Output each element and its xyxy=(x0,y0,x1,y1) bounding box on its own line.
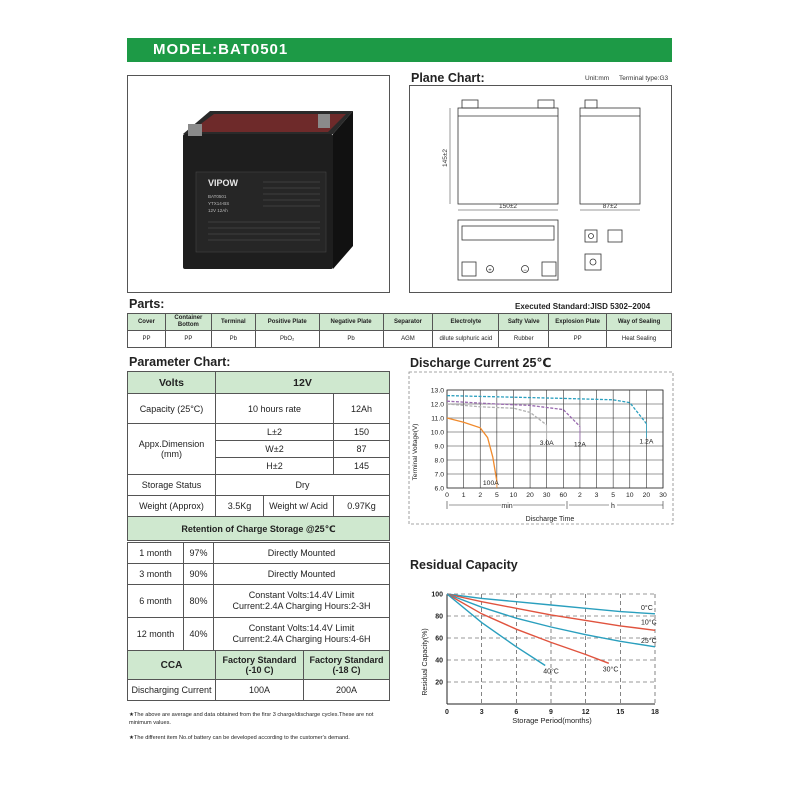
battery-illustration xyxy=(128,76,389,292)
svg-text:−: − xyxy=(523,268,527,274)
dimension-w-row: W±2 87 xyxy=(128,441,390,458)
min-label: min xyxy=(501,503,513,510)
discharge-plot-frame xyxy=(447,390,663,488)
residual-series-label: 25°C xyxy=(641,637,657,645)
residual-series-label: 30°C xyxy=(602,666,619,674)
residual-xlabel: Storage Period(months) xyxy=(512,716,592,725)
residual-ytick: 20 xyxy=(435,679,443,687)
weight-row: Weight (Approx) 3.5Kg Weight w/ Acid 0.97Kg xyxy=(128,496,390,517)
residual-ytick: 60 xyxy=(435,635,443,643)
residual-chart-title: Residual Capacity xyxy=(410,558,518,572)
parts-table xyxy=(127,313,672,348)
parameter-chart-title: Parameter Chart: xyxy=(129,355,231,369)
discharge-xtick: 3 xyxy=(594,492,599,499)
footnote-2: ★The different item No.of battery can be developed according to the customer's demand. xyxy=(129,735,350,741)
cca-table xyxy=(127,650,390,701)
brand-text: VIPOW xyxy=(208,178,239,188)
discharge-xtick: 5 xyxy=(611,492,616,499)
retention-title-row: Retention of Charge Storage @25℃ xyxy=(128,517,390,541)
residual-chart xyxy=(405,582,677,740)
cca-row: CCA Factory Standard (-10 C) Factory Standard (-18 C) xyxy=(128,651,390,680)
discharge-series-label: 100A xyxy=(482,480,499,487)
discharge-xtick: 60 xyxy=(559,492,568,499)
parts-header-row: Cover Container Bottom Terminal Positive Plate Negative Plate Separator Electrolyte Safty Valve Explosion Plate Way of Sealing xyxy=(128,314,672,331)
discharge-ytick: 13.0 xyxy=(430,387,444,395)
plane-chart-title: Plane Chart: xyxy=(411,71,485,85)
residual-series-label: 0°C xyxy=(641,604,653,612)
discharge-series-line xyxy=(447,418,497,481)
discharge-ytick: 11.0 xyxy=(431,415,444,423)
residual-xtick: 3 xyxy=(479,709,484,716)
footnote-1: ★The above are average and data obtained from the firsr 3 charge/discharge cycles.These are not minimum values. xyxy=(129,712,374,726)
length-dimension: 150±2 xyxy=(498,203,518,210)
discharge-xtick: 0 xyxy=(445,492,449,499)
residual-xtick: 18 xyxy=(651,709,659,716)
discharge-xtick: 5 xyxy=(494,492,499,499)
discharge-chart-title: Discharge Current 25℃ xyxy=(410,356,552,370)
residual-ytick: 100 xyxy=(431,591,443,599)
width-dimension: 87±2 xyxy=(602,203,618,210)
discharge-xtick: 30 xyxy=(542,492,551,499)
volts-row: Volts 12V xyxy=(128,372,390,394)
battery-photo xyxy=(127,75,390,293)
dimension-h-row: H±2 145 xyxy=(128,458,390,475)
discharge-xtick: 10 xyxy=(509,492,518,499)
discharge-series-label: 12A xyxy=(573,441,586,449)
capacity-row: Capacity (25°C) 10 hours rate 12Ah xyxy=(128,394,390,424)
parameter-table xyxy=(127,371,390,541)
svg-text:12V 12Ah: 12V 12Ah xyxy=(208,208,228,213)
parts-title: Parts: xyxy=(129,297,165,311)
discharge-ytick: 12.0 xyxy=(430,401,444,409)
discharging-current-row: Discharging Current 100A 200A xyxy=(128,680,390,701)
svg-text:BAT0501: BAT0501 xyxy=(208,194,227,199)
discharge-xtick: 20 xyxy=(642,492,651,499)
discharge-ytick: 10.0 xyxy=(430,429,444,437)
discharge-ytick: 7.0 xyxy=(434,471,444,479)
model-title: MODEL:BAT0501 xyxy=(153,41,289,58)
retention-row: 12 month 40% Constant Volts:14.4V Limit Current:2.4A Charging Hours:4-6H xyxy=(128,618,390,651)
discharge-xtick: 1 xyxy=(461,492,466,499)
storage-row: Storage Status Dry xyxy=(128,475,390,496)
height-dimension: 145±2 xyxy=(442,148,449,168)
retention-row: 6 month 80% Constant Volts:14.4V Limit Current:2.4A Charging Hours:2-3H xyxy=(128,585,390,618)
residual-xtick: 12 xyxy=(581,709,590,716)
residual-series-label: 10°C xyxy=(641,619,657,627)
residual-xtick: 0 xyxy=(445,709,449,716)
residual-series-line xyxy=(447,594,609,663)
retention-table xyxy=(127,542,390,651)
svg-text:YTX14-BS: YTX14-BS xyxy=(208,201,230,206)
discharge-xtick: 2 xyxy=(578,492,582,499)
discharge-series-label: 3.0A xyxy=(539,440,554,447)
discharge-ytick: 8.0 xyxy=(434,457,444,465)
discharge-xtick: 10 xyxy=(625,492,634,499)
plane-chart-unit: Unit:mm xyxy=(585,75,610,82)
dimension-l-row: Appx.Dimension (mm) L±2 150 xyxy=(128,424,390,441)
residual-xtick: 9 xyxy=(549,709,553,716)
discharge-xtick: 2 xyxy=(478,492,483,499)
discharge-ytick: 9.0 xyxy=(434,443,444,451)
plane-chart-terminal: Terminal type:G3 xyxy=(619,75,669,82)
residual-xtick: 15 xyxy=(616,709,625,716)
model-title-bar xyxy=(127,38,672,62)
residual-ytick: 80 xyxy=(435,613,443,621)
discharge-xtick: 30 xyxy=(659,492,667,499)
discharge-xtick: 20 xyxy=(526,492,534,499)
residual-ylabel: Residual Capacity(%) xyxy=(422,628,429,696)
residual-ytick: 40 xyxy=(435,657,443,665)
discharge-xlabel: Discharge Time xyxy=(525,516,575,523)
svg-text:+: + xyxy=(488,268,492,274)
discharge-ylabel: Terminal Voltage(V) xyxy=(412,423,419,481)
retention-row: 1 month 97% Directly Mounted xyxy=(128,543,390,564)
retention-row: 3 month 90% Directly Mounted xyxy=(128,564,390,585)
discharge-chart xyxy=(405,370,677,528)
executed-standard: Executed Standard:JISD 5302–2004 xyxy=(515,302,651,311)
discharge-ytick: 6.0 xyxy=(434,485,444,493)
residual-xtick: 6 xyxy=(514,709,519,716)
hour-label: h xyxy=(611,503,615,510)
residual-series-label: 40°C xyxy=(543,668,559,676)
parts-values-row: PP PP Pb PbO₂ Pb AGM dilute sulphuric acid Rubber PP Heat Sealing xyxy=(128,331,672,348)
plane-chart-drawing xyxy=(409,85,672,293)
discharge-series-label: 1.2A xyxy=(639,438,654,446)
